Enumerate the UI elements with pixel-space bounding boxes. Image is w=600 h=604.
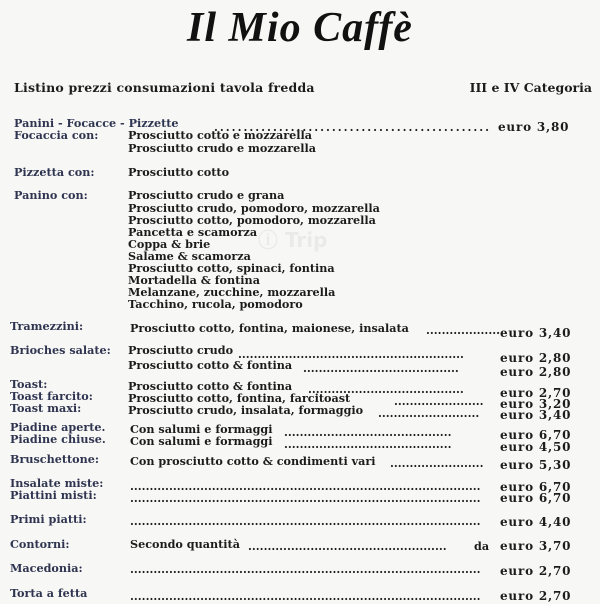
primi-price: euro 4,40 (500, 515, 572, 529)
toast-item: Prosciutto cotto, fontina, farcitoast (128, 391, 351, 405)
pizzetta-label: Pizzetta con: (14, 165, 95, 179)
piadine-item: Con salumi e formaggi (130, 434, 273, 448)
dot-leader: .......................................................................................... (130, 562, 481, 576)
brioches-item: Prosciutto cotto & fontina (128, 358, 293, 372)
contorni-desc: Secondo quantità (130, 537, 240, 551)
insalate-price: euro 6,70 (500, 480, 572, 494)
dot-leader: ........................................... (284, 425, 452, 439)
dot-leader: .......................................................................................... (130, 479, 481, 493)
dot-leader: ............................................... (214, 120, 492, 134)
panino-item: Prosciutto crudo, pomodoro, mozzarella (128, 201, 380, 215)
pizzetta-item: Prosciutto cotto (128, 165, 230, 179)
price-list-subtitle: Listino prezzi consumazioni tavola fredda (14, 80, 315, 95)
toast-price: euro 3,40 (500, 408, 572, 422)
dot-leader: .......................................................................................... (130, 514, 481, 528)
contorni-price: euro 3,70 (500, 539, 572, 553)
panino-item: Coppa & brie (128, 237, 211, 251)
bruschettone-label: Bruschettone: (10, 452, 100, 466)
torta-price: euro 2,70 (500, 589, 572, 603)
tramezzini-desc: Prosciutto cotto, fontina, maionese, insalata (130, 321, 409, 335)
piadine-label: Piadine chiuse. (10, 432, 106, 446)
panini-price: euro 3,80 (498, 120, 570, 134)
panino-item: Prosciutto cotto, pomodoro, mozzarella (128, 213, 376, 227)
toast-item: Prosciutto cotto & fontina (128, 379, 293, 393)
piattini-price: euro 6,70 (500, 491, 572, 505)
dot-leader: .......................................................................................... (130, 589, 481, 603)
bruschettone-desc: Con prosciutto cotto & condimenti vari (130, 454, 376, 468)
focaccia-label: Focaccia con: (14, 128, 99, 142)
panino-item: Pancetta e scamorza (128, 225, 258, 239)
dot-leader: .......................................................................................... (130, 491, 481, 505)
panino-item: Prosciutto crudo e grana (128, 188, 285, 202)
brioches-item: Prosciutto crudo (128, 343, 234, 357)
piattini-label: Piattini misti: (10, 488, 97, 502)
toast-price: euro 2,70 (500, 386, 572, 400)
toast-label: Toast maxi: (10, 401, 82, 415)
dot-leader: ................... (426, 323, 501, 337)
macedonia-label: Macedonia: (10, 561, 83, 575)
primi-label: Primi piatti: (10, 512, 87, 526)
contorni-from: da (474, 539, 490, 553)
macedonia-price: euro 2,70 (500, 564, 572, 578)
panino-item: Tacchino, rucola, pomodoro (128, 297, 303, 311)
tramezzini-price: euro 3,40 (500, 326, 572, 340)
category-label: III e IV Categoria (469, 80, 592, 95)
toast-label: Toast farcito: (10, 389, 93, 403)
tramezzini-label: Tramezzini: (10, 319, 84, 333)
piadine-price: euro 4,50 (500, 440, 572, 454)
panino-label: Panino con: (14, 188, 88, 202)
contorni-label: Contorni: (10, 537, 70, 551)
dot-leader: ........................................ (308, 382, 464, 396)
toast-label: Toast: (10, 377, 48, 391)
dot-leader: ....................... (394, 394, 484, 408)
bruschettone-price: euro 5,30 (500, 458, 572, 472)
watermark-logo: ⓘ Trip (258, 228, 328, 252)
torta-label: Torta a fetta (10, 586, 88, 600)
toast-item: Prosciutto crudo, insalata, formaggio (128, 403, 364, 417)
cafe-title: Il Mio Caffè (187, 5, 413, 51)
panino-item: Mortadella & fontina (128, 273, 260, 287)
panino-item: Prosciutto cotto, spinaci, fontina (128, 261, 335, 275)
dot-leader: ................................................... (248, 539, 447, 553)
dot-leader: .......................... (378, 406, 480, 420)
dot-leader: ........................ (390, 456, 484, 470)
piadine-price: euro 6,70 (500, 428, 572, 442)
brioches-label: Brioches salate: (10, 343, 111, 357)
dot-leader: ........................................... (284, 437, 452, 451)
brioches-price: euro 2,80 (500, 365, 572, 379)
panino-item: Salame & scamorza (128, 249, 251, 263)
insalate-label: Insalate miste: (10, 476, 104, 490)
piadine-label: Piadine aperte. (10, 420, 106, 434)
dot-leader: ........................................ (303, 361, 459, 375)
focaccia-item: Prosciutto crudo e mozzarella (128, 141, 317, 155)
panino-item: Melanzane, zucchine, mozzarella (128, 285, 336, 299)
brioches-price: euro 2,80 (500, 351, 572, 365)
dot-leader: .......................................................... (238, 347, 464, 361)
focaccia-item: Prosciutto cotto e mozzarella (128, 128, 312, 142)
piadine-item: Con salumi e formaggi (130, 422, 273, 436)
toast-price: euro 3,20 (500, 397, 572, 411)
panini-header: Panini - Focacce - Pizzette (14, 116, 179, 130)
